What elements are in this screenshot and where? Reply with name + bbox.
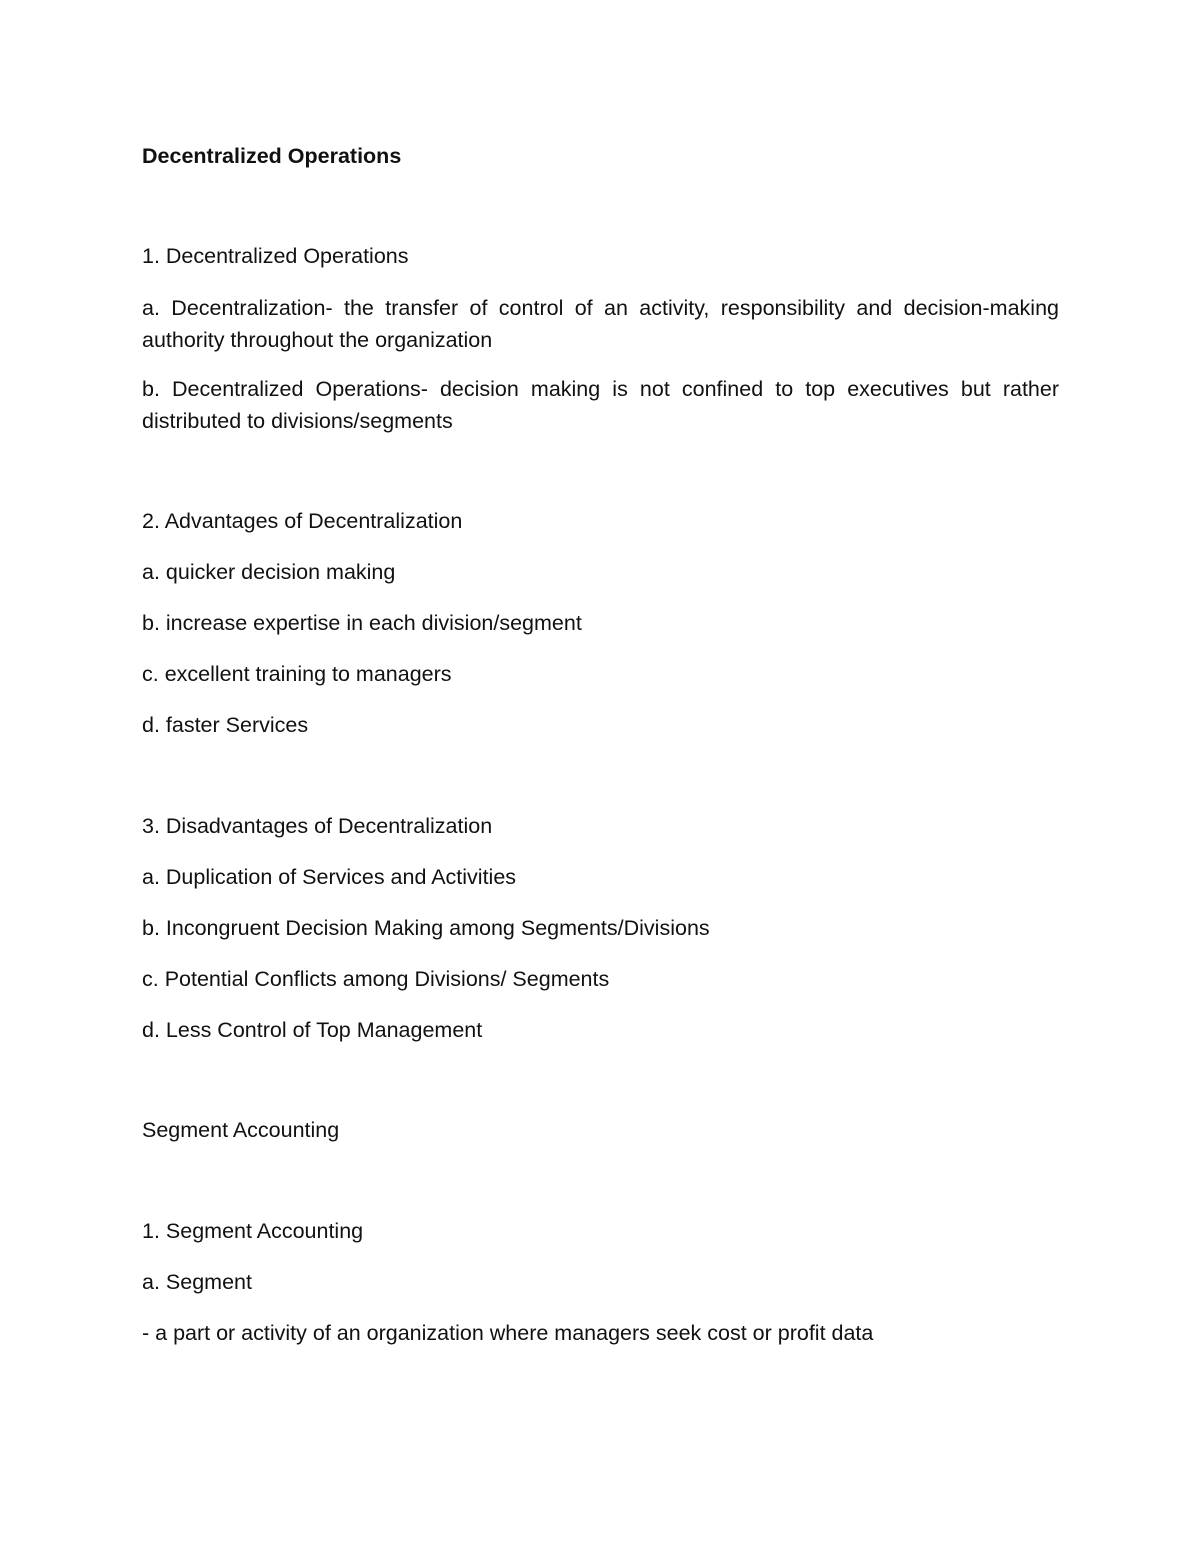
section-1-item-a: a. Decentralization- the transfer of control of an activity, responsibility and decision-making authority throughout the organization: [142, 296, 1059, 352]
section-4-item-a-detail: - a part or activity of an organization where managers seek cost or profit data: [142, 1321, 874, 1345]
document-title: Decentralized Operations: [142, 144, 402, 168]
section-3-item-c: c. Potential Conflicts among Divisions/ Segments: [142, 967, 610, 991]
section-2-item-a: a. quicker decision making: [142, 560, 396, 584]
section-3-item-b: b. Incongruent Decision Making among Segments/Divisions: [142, 916, 710, 940]
section-3-heading: 3. Disadvantages of Decentralization: [142, 814, 493, 838]
section-2-item-d: d. faster Services: [142, 713, 309, 737]
section-1-item-b: b. Decentralized Operations- decision making is not confined to top executives but rather distributed to divisions/segments: [142, 377, 1059, 433]
section-3-item-a: a. Duplication of Services and Activities: [142, 865, 517, 889]
section-2-item-b: b. increase expertise in each division/segment: [142, 611, 582, 635]
segment-accounting-title: Segment Accounting: [142, 1118, 340, 1142]
section-4-heading: 1. Segment Accounting: [142, 1219, 364, 1243]
section-2-item-c: c. excellent training to managers: [142, 662, 452, 686]
section-3-item-d: d. Less Control of Top Management: [142, 1018, 483, 1042]
section-1-heading: 1. Decentralized Operations: [142, 244, 409, 268]
section-2-heading: 2. Advantages of Decentralization: [142, 509, 463, 533]
section-4-item-a: a. Segment: [142, 1270, 252, 1294]
